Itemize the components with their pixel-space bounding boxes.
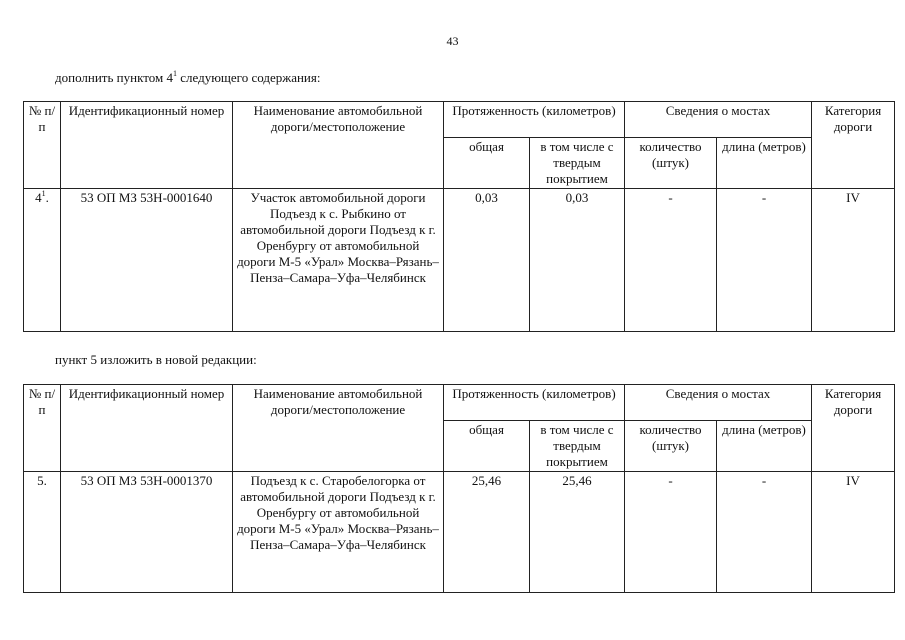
cell-bridges-length: -: [717, 189, 812, 332]
header-bridges-count: количество (штук): [625, 421, 717, 472]
cell-id: 53 ОП МЗ 53Н-0001370: [61, 472, 233, 593]
cell-length-total: 25,46: [444, 472, 530, 593]
header-category: Категория дороги: [812, 385, 895, 472]
cell-number: 5.: [24, 472, 61, 593]
header-length-paved: в том числе с твердым покрытием: [530, 138, 625, 189]
intro-text-before: дополнить пунктом 4: [55, 70, 173, 85]
header-length-total: общая: [444, 421, 530, 472]
cell-number: $4^1$.: [24, 189, 61, 332]
intro-text-after: следующего содержания:: [176, 70, 321, 85]
road-table-item-4-1: [23, 101, 895, 332]
header-length-paved: в том числе с твердым покрытием: [530, 421, 625, 472]
road-table-item-5: [23, 384, 895, 593]
table-row: [24, 472, 895, 593]
amendment-intro-replace: пункт 5 изложить в новой редакции:: [55, 352, 257, 367]
header-length: Протяженность (километров): [444, 102, 625, 138]
cell-length-total: 0,03: [444, 189, 530, 332]
cell-bridges-count: -: [625, 189, 717, 332]
header-bridges-length: длина (метров): [717, 138, 812, 189]
cell-category: IV: [812, 189, 895, 332]
header-length-total: общая: [444, 138, 530, 189]
header-road-name: Наименование автомобильной дороги/местоположение: [233, 102, 444, 189]
header-road-name: Наименование автомобильной дороги/местоположение: [233, 385, 444, 472]
cell-bridges-length: -: [717, 472, 812, 593]
page-number: 43: [446, 34, 459, 48]
header-number: № п/п: [24, 102, 61, 189]
header-bridges-count: количество (штук): [625, 138, 717, 189]
header-category: Категория дороги: [812, 102, 895, 189]
table-row: [24, 189, 895, 332]
cell-number-superscript: 1: [41, 188, 46, 198]
header-length: Протяженность (километров): [444, 385, 625, 421]
header-id: Идентификационный номер: [61, 385, 233, 472]
header-id: Идентификационный номер: [61, 102, 233, 189]
header-bridges-length: длина (метров): [717, 421, 812, 472]
header-number: № п/п: [24, 385, 61, 472]
cell-road-name: Участок автомобильной дороги Подъезд к с. Рыбкино от автомобильной дороги Подъезд к г. Оренбургу от автомобильной дороги М-5 «Урал» Москва–Рязань–Пенза–Самара–Уфа–Челябинск: [233, 189, 444, 332]
cell-id: 53 ОП МЗ 53Н-0001640: [61, 189, 233, 332]
cell-length-paved: 25,46: [530, 472, 625, 593]
intro-superscript: 1: [172, 68, 177, 78]
header-bridges: Сведения о мостах: [625, 102, 812, 138]
header-bridges: Сведения о мостах: [625, 385, 812, 421]
cell-bridges-count: -: [625, 472, 717, 593]
cell-road-name: Подъезд к с. Старобелогорка от автомобильной дороги Подъезд к г. Оренбургу от автомобильной дороги М-5 «Урал» Москва–Рязань–Пенза–Самара–Уфа–Челябинск: [233, 472, 444, 593]
cell-length-paved: 0,03: [530, 189, 625, 332]
cell-category: IV: [812, 472, 895, 593]
amendment-intro-add: [55, 70, 320, 86]
